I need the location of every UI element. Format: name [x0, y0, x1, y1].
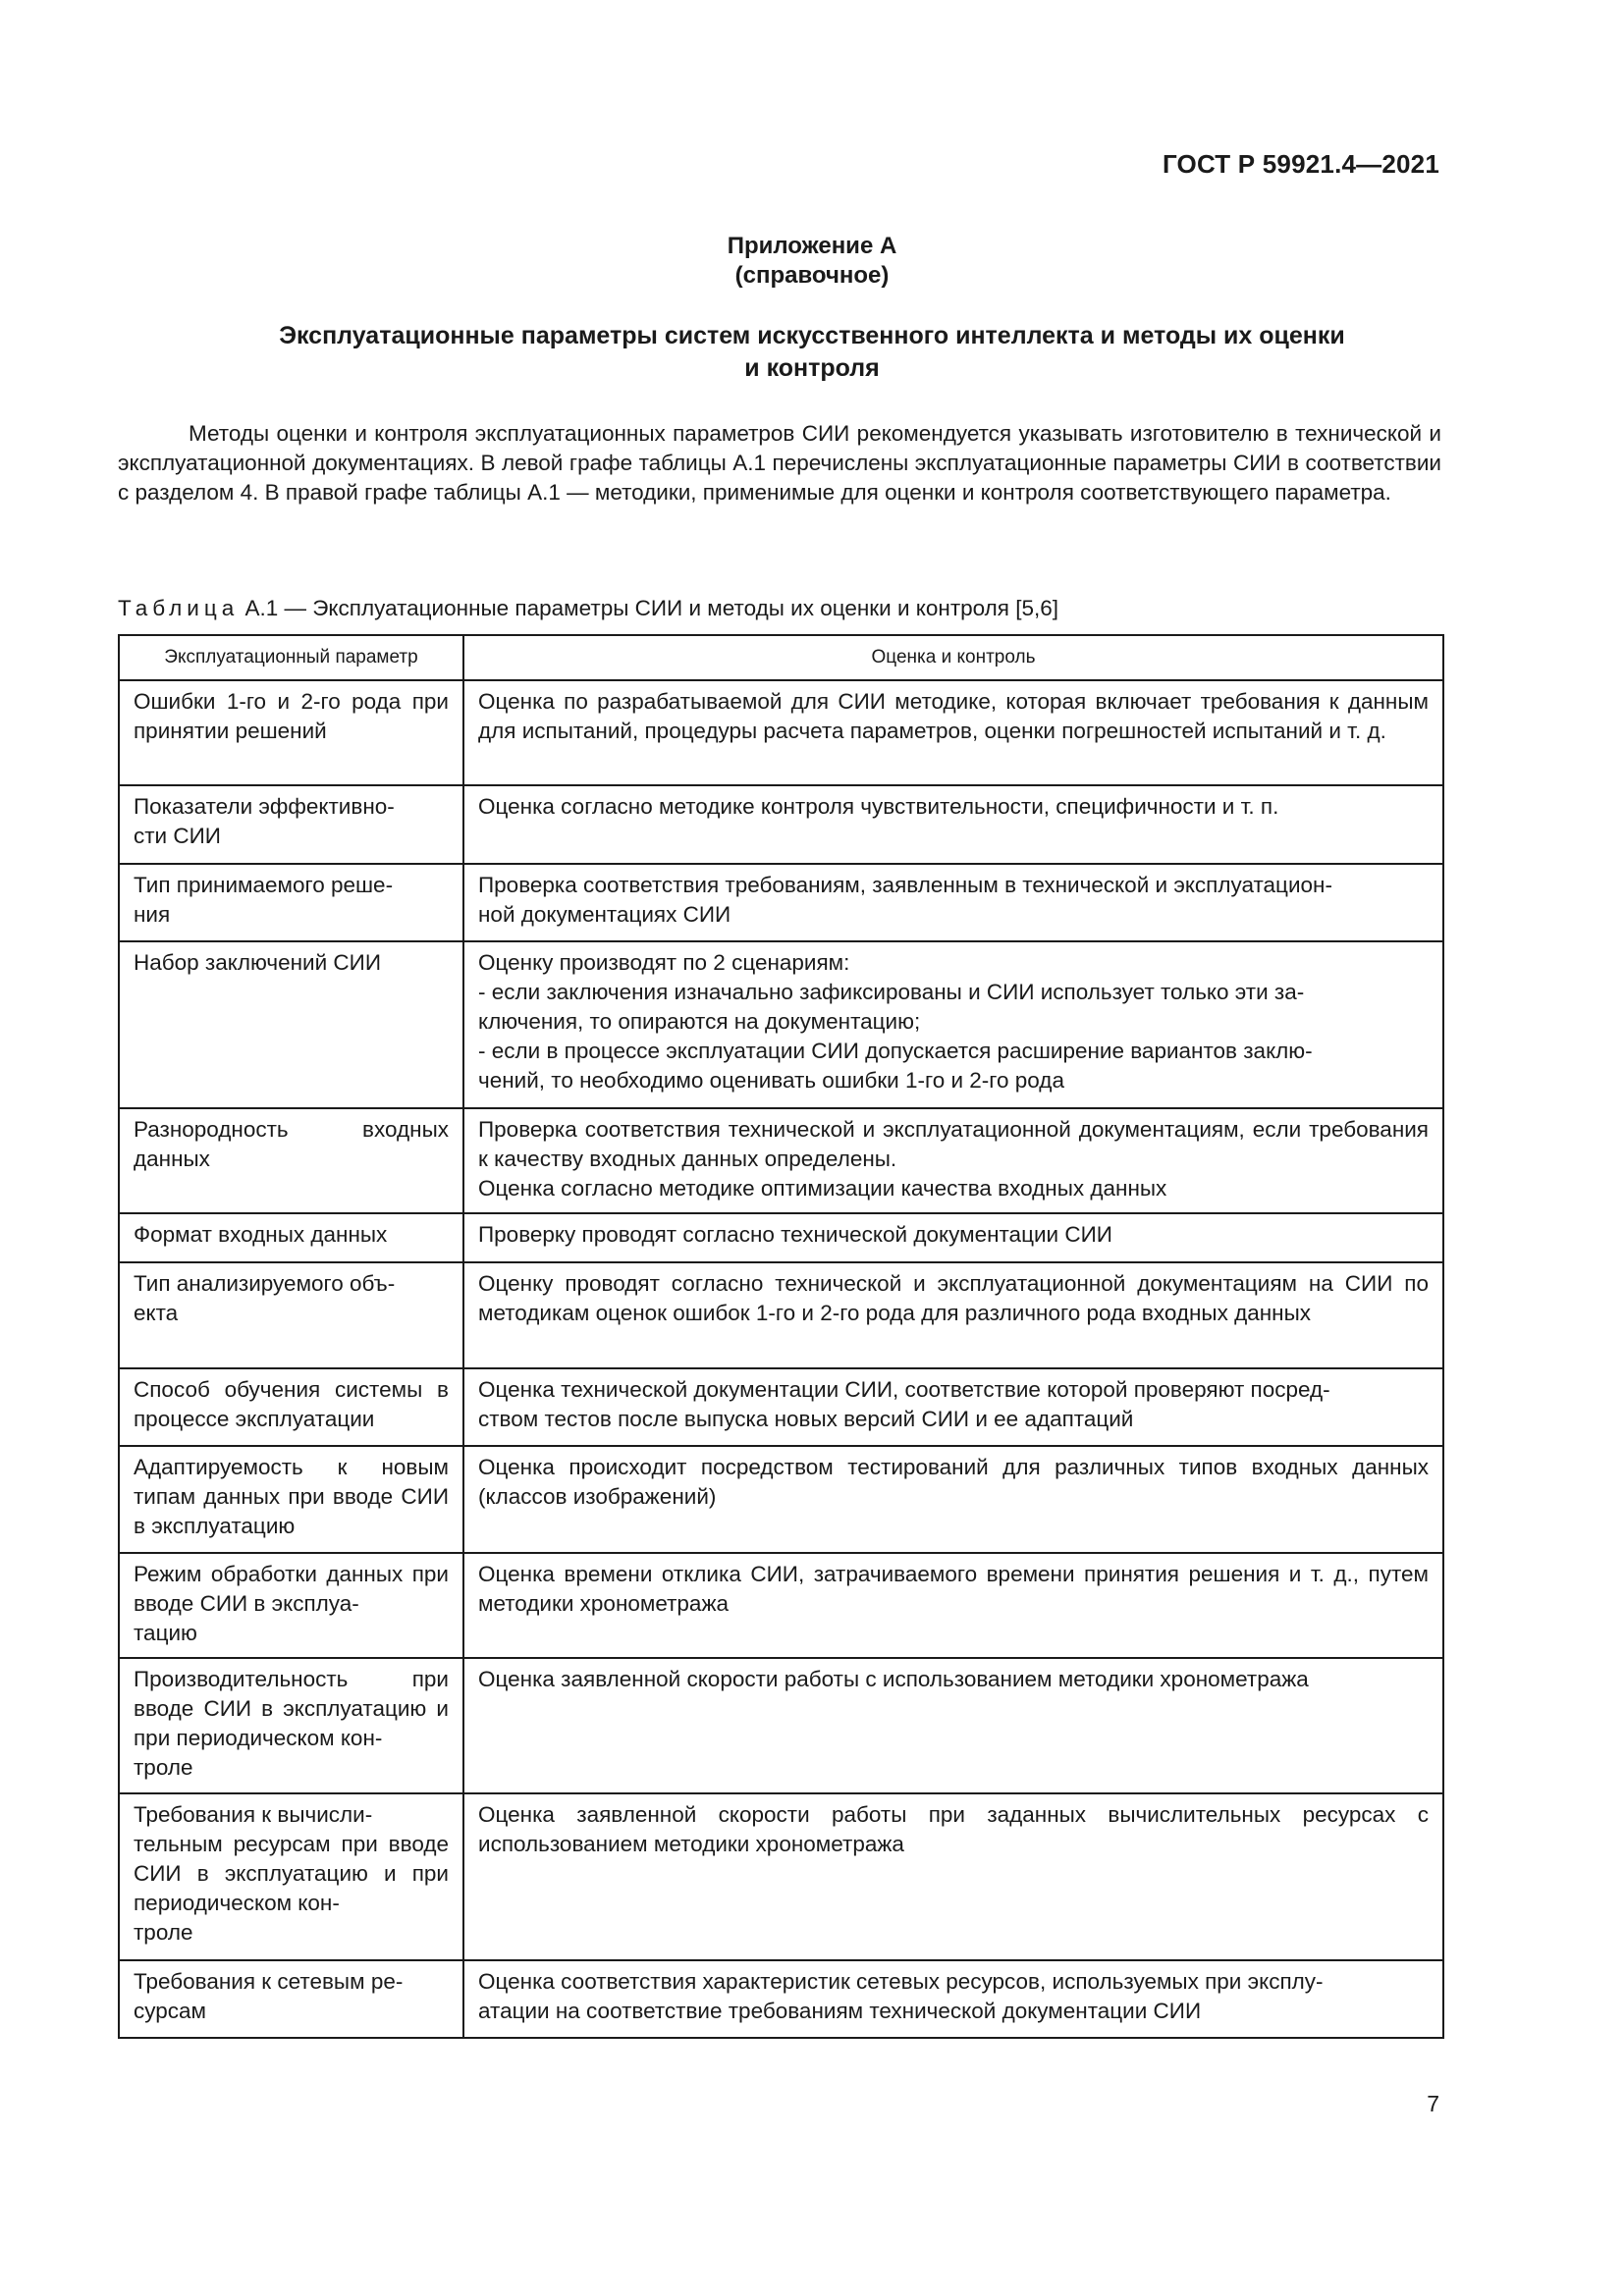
- intro-paragraph: Методы оценки и контроля эксплуатационных параметров СИИ рекомендуется указывать изготовителю в технической и эксплуатационной документациях. В левой графе таблицы А.1 перечислены эксплуатационные параметры СИИ в соответствии с разделом 4. В правой графе таблицы А.1 — методики, применимые для оценки и контроля соответствующего параметра.: [118, 421, 1441, 505]
- document-title: [147, 320, 1477, 385]
- method-cell: Оценка согласно методике контроля чувствительности, специфичности и т. п.: [463, 785, 1443, 864]
- table-caption-text: А.1 — Эксплуатационные параметры СИИ и методы их оценки и контроля [5,6]: [239, 596, 1059, 620]
- appendix-heading: [0, 232, 1624, 291]
- page-number: 7: [1427, 2091, 1439, 2116]
- table-row: [119, 1262, 1443, 1368]
- column-header-method: Оценка и контроль: [463, 635, 1443, 680]
- column-header-parameter: Эксплуатационный параметр: [119, 635, 463, 680]
- table-row: [119, 1793, 1443, 1960]
- standard-code: ГОСТ Р 59921.4—2021: [1162, 149, 1439, 179]
- method-cell: Проверку проводят согласно технической документации СИИ: [463, 1213, 1443, 1262]
- appendix-label: Приложение А: [727, 233, 897, 259]
- table-row: [119, 1658, 1443, 1793]
- appendix-kind: (справочное): [734, 262, 890, 289]
- method-cell: Оценка происходит посредством тестирований для различных типов входных данных (классов изображений): [463, 1446, 1443, 1553]
- parameter-cell: Способ обучения системы в процессе эксплуатации: [119, 1368, 463, 1446]
- table-row: [119, 1108, 1443, 1213]
- table-row: [119, 785, 1443, 864]
- parameters-table: [118, 634, 1444, 2039]
- parameter-cell: Ошибки 1-го и 2-го рода при принятии решений: [119, 680, 463, 785]
- table-caption-word: Таблица: [118, 596, 240, 620]
- table-header-row: [119, 635, 1443, 680]
- method-cell: Оценка технической документации СИИ, соответствие которой проверяют посред- ством тестов после выпуска новых версий СИИ и ее адаптаций: [463, 1368, 1443, 1446]
- parameter-cell: Производительность при вводе СИИ в эксплуатацию и при периодическом кон- троле: [119, 1658, 463, 1793]
- table-row: [119, 864, 1443, 941]
- method-cell: Оценка соответствия характеристик сетевых ресурсов, используемых при эксплу- атации на соответствие требованиям технической документации СИИ: [463, 1960, 1443, 2038]
- parameter-cell: Показатели эффективно- сти СИИ: [119, 785, 463, 864]
- parameter-cell: Требования к сетевым ре- сурсам: [119, 1960, 463, 2038]
- parameter-cell: Адаптируемость к новым типам данных при вводе СИИ в эксплуатацию: [119, 1446, 463, 1553]
- method-cell: Оценка времени отклика СИИ, затрачиваемого времени принятия решения и т. д., путем методики хронометража: [463, 1553, 1443, 1658]
- parameter-cell: Требования к вычисли- тельным ресурсам при вводе СИИ в эксплуатацию и при периодическом кон- троле: [119, 1793, 463, 1960]
- table-row: [119, 1553, 1443, 1658]
- table-caption: [118, 594, 1058, 623]
- parameter-cell: Формат входных данных: [119, 1213, 463, 1262]
- method-cell: Проверка соответствия требованиям, заявленным в технической и эксплуатацион- ной документациях СИИ: [463, 864, 1443, 941]
- method-cell: Оценка по разрабатываемой для СИИ методике, которая включает требования к данным для испытаний, процедуры расчета параметров, оценки погрешностей испытаний и т. д.: [463, 680, 1443, 785]
- title-line-1: Эксплуатационные параметры систем искусственного интеллекта и методы их оценки: [279, 322, 1345, 349]
- table-row: [119, 680, 1443, 785]
- parameter-cell: Режим обработки данных при вводе СИИ в эксплуа- тацию: [119, 1553, 463, 1658]
- table-row: [119, 1446, 1443, 1553]
- table-row: [119, 1213, 1443, 1262]
- table-row: [119, 1960, 1443, 2038]
- parameter-cell: Тип принимаемого реше- ния: [119, 864, 463, 941]
- table-row: [119, 941, 1443, 1108]
- method-cell: Оценку производят по 2 сценариям: - если заключения изначально зафиксированы и СИИ использует только эти за- ключения, то опираются на документацию; - если в процессе эксплуатации СИИ допускается расширение вариантов заклю- чений, то необходимо оценивать ошибки 1-го и 2-го рода: [463, 941, 1443, 1108]
- title-line-2: и контроля: [744, 354, 880, 382]
- method-cell: Оценка заявленной скорости работы при заданных вычислительных ресурсах с использованием методики хронометража: [463, 1793, 1443, 1960]
- table-row: [119, 1368, 1443, 1446]
- parameter-cell: Набор заключений СИИ: [119, 941, 463, 1108]
- method-cell: Оценка заявленной скорости работы с использованием методики хронометража: [463, 1658, 1443, 1793]
- method-cell: Проверка соответствия технической и эксплуатационной документациям, если требования к качеству входных данных определены. Оценка согласно методике оптимизации качества входных данных: [463, 1108, 1443, 1213]
- parameter-cell: Разнородность входных данных: [119, 1108, 463, 1213]
- method-cell: Оценку проводят согласно технической и эксплуатационной документациям на СИИ по методикам оценок ошибок 1-го и 2-го рода для различного рода входных данных: [463, 1262, 1443, 1368]
- parameter-cell: Тип анализируемого объ- екта: [119, 1262, 463, 1368]
